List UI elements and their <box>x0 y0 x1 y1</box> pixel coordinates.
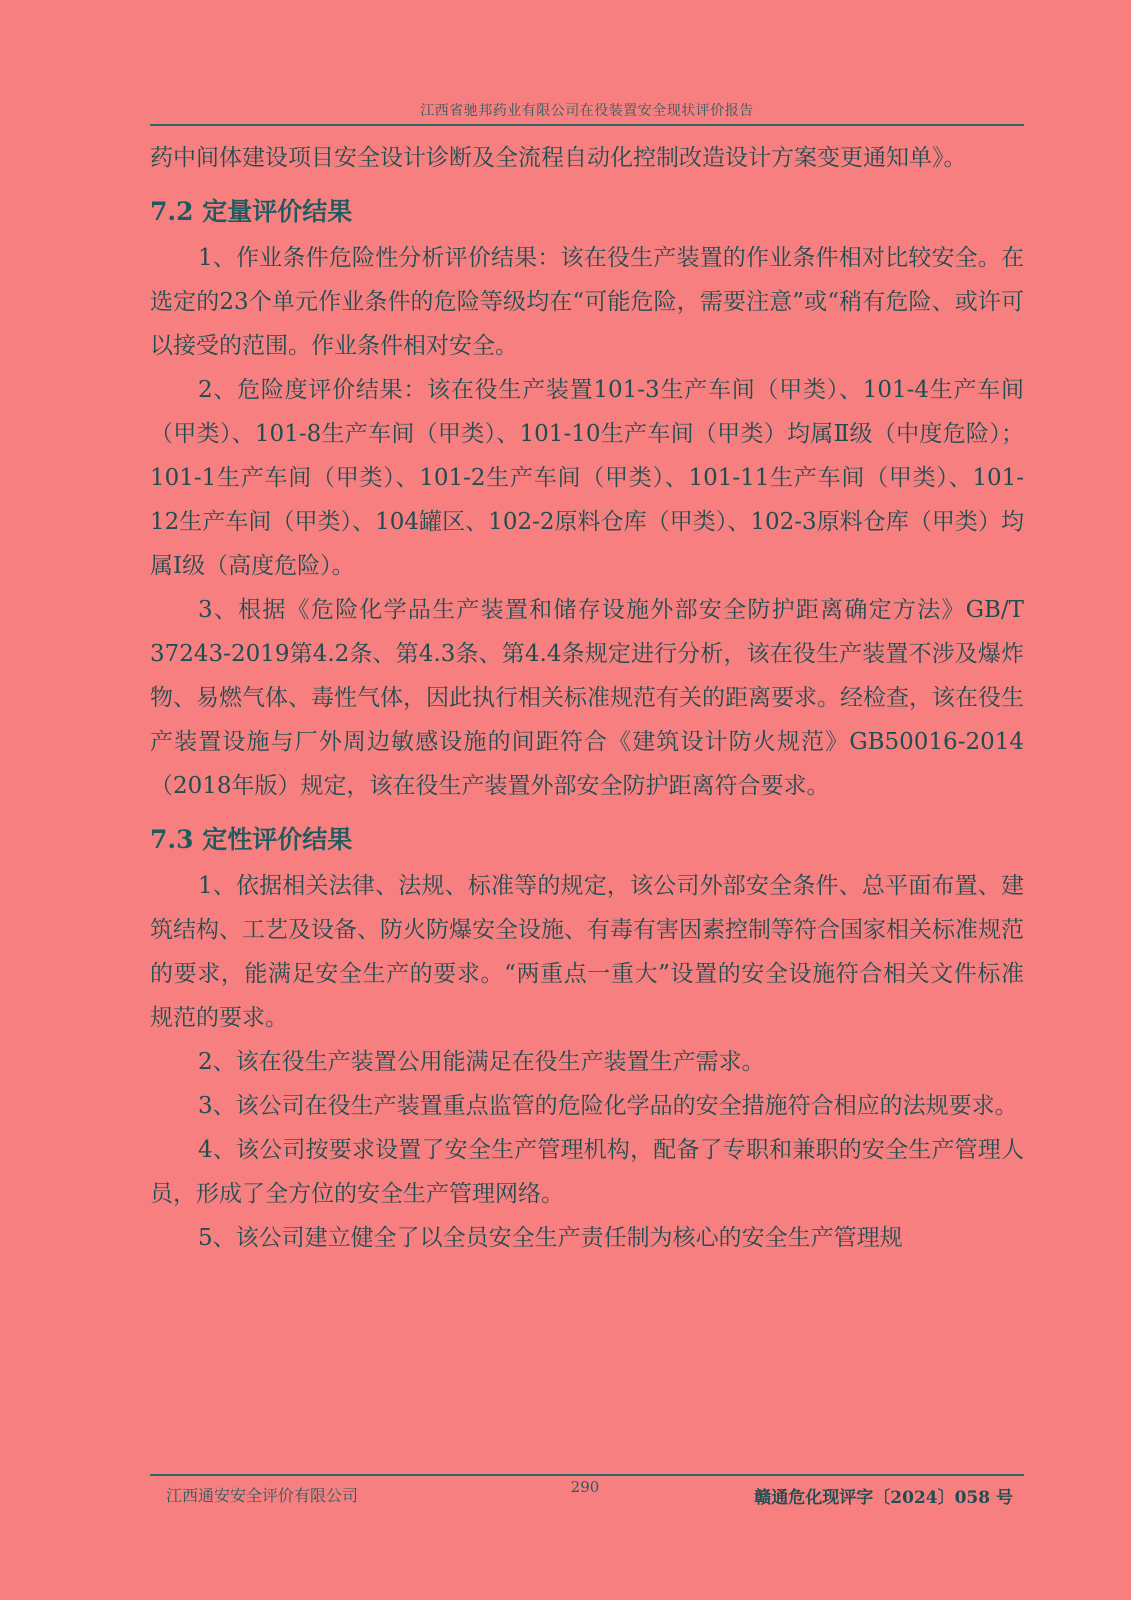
page-number: 290 <box>570 1478 600 1496</box>
header-divider <box>150 124 1024 126</box>
section-7-3-paragraph-3: 3、该公司在役生产装置重点监管的危险化学品的安全措施符合相应的法规要求。 <box>198 1093 1018 1119</box>
section-7-2-paragraph-2: 2、危险度评价结果：该在役生产装置101-3生产车间（甲类）、101-4生产车间（甲类）、101-8生产车间（甲类）、101-10生产车间（甲类）均属Ⅱ级（中度危险）；101-1生产车间（甲类）、101-2生产车间（甲类）、101-11生产车间（甲类）、101-12生产车间（甲类）、104罐区、102-2原料仓库（甲类）、102-3原料仓库（甲类）均属Ⅰ级（高度危险）。 <box>150 377 1024 579</box>
page-header-title: 江西省驰邦药业有限公司在役装置安全现状评价报告 <box>420 103 754 119</box>
footer-divider <box>150 1474 1024 1476</box>
section-7-3-paragraph-4: 4、该公司按要求设置了安全生产管理机构，配备了专职和兼职的安全生产管理人员，形成了全方位的安全生产管理网络。 <box>150 1137 1024 1207</box>
document-body <box>150 136 1024 1260</box>
section-7-2-title: 7.2 定量评价结果 <box>150 197 353 226</box>
footer-document-number: 赣通危化现评字〔2024〕058 号 <box>754 1488 1013 1508</box>
intro-paragraph: 药中间体建设项目安全设计诊断及全流程自动化控制改造设计方案变更通知单》。 <box>150 145 967 171</box>
footer-company-name: 江西通安安全评价有限公司 <box>166 1486 359 1505</box>
section-7-2-paragraph-3: 3、根据《危险化学品生产装置和储存设施外部安全防护距离确定方法》GB/T 37243-2019第4.2条、第4.3条、第4.4条规定进行分析，该在役生产装置不涉及爆炸物、易燃气体、毒性气体，因此执行相关标准规范有关的距离要求。经检查，该在役生产装置设施与厂外周边敏感设施的间距符合《建筑设计防火规范》GB50016-2014（2018年版）规定，该在役生产装置外部安全防护距离符合要求。 <box>150 597 1024 799</box>
section-7-2-paragraph-1: 1、作业条件危险性分析评价结果：该在役生产装置的作业条件相对比较安全。在选定的23个单元作业条件的危险等级均在“可能危险，需要注意”或“稍有危险、或许可以接受的范围。作业条件相对安全。 <box>150 245 1024 359</box>
section-7-3-paragraph-1: 1、依据相关法律、法规、标准等的规定，该公司外部安全条件、总平面布置、建筑结构、工艺及设备、防火防爆安全设施、有毒有害因素控制等符合国家相关标准规范的要求，能满足安全生产的要求。“两重点一重大”设置的安全设施符合相关文件标准规范的要求。 <box>150 873 1024 1031</box>
section-7-3-title: 7.3 定性评价结果 <box>150 825 353 854</box>
section-7-3-paragraph-5: 5、该公司建立健全了以全员安全生产责任制为核心的安全生产管理规 <box>198 1225 903 1251</box>
section-7-3-paragraph-2: 2、该在役生产装置公用能满足在役生产装置生产需求。 <box>198 1049 765 1075</box>
